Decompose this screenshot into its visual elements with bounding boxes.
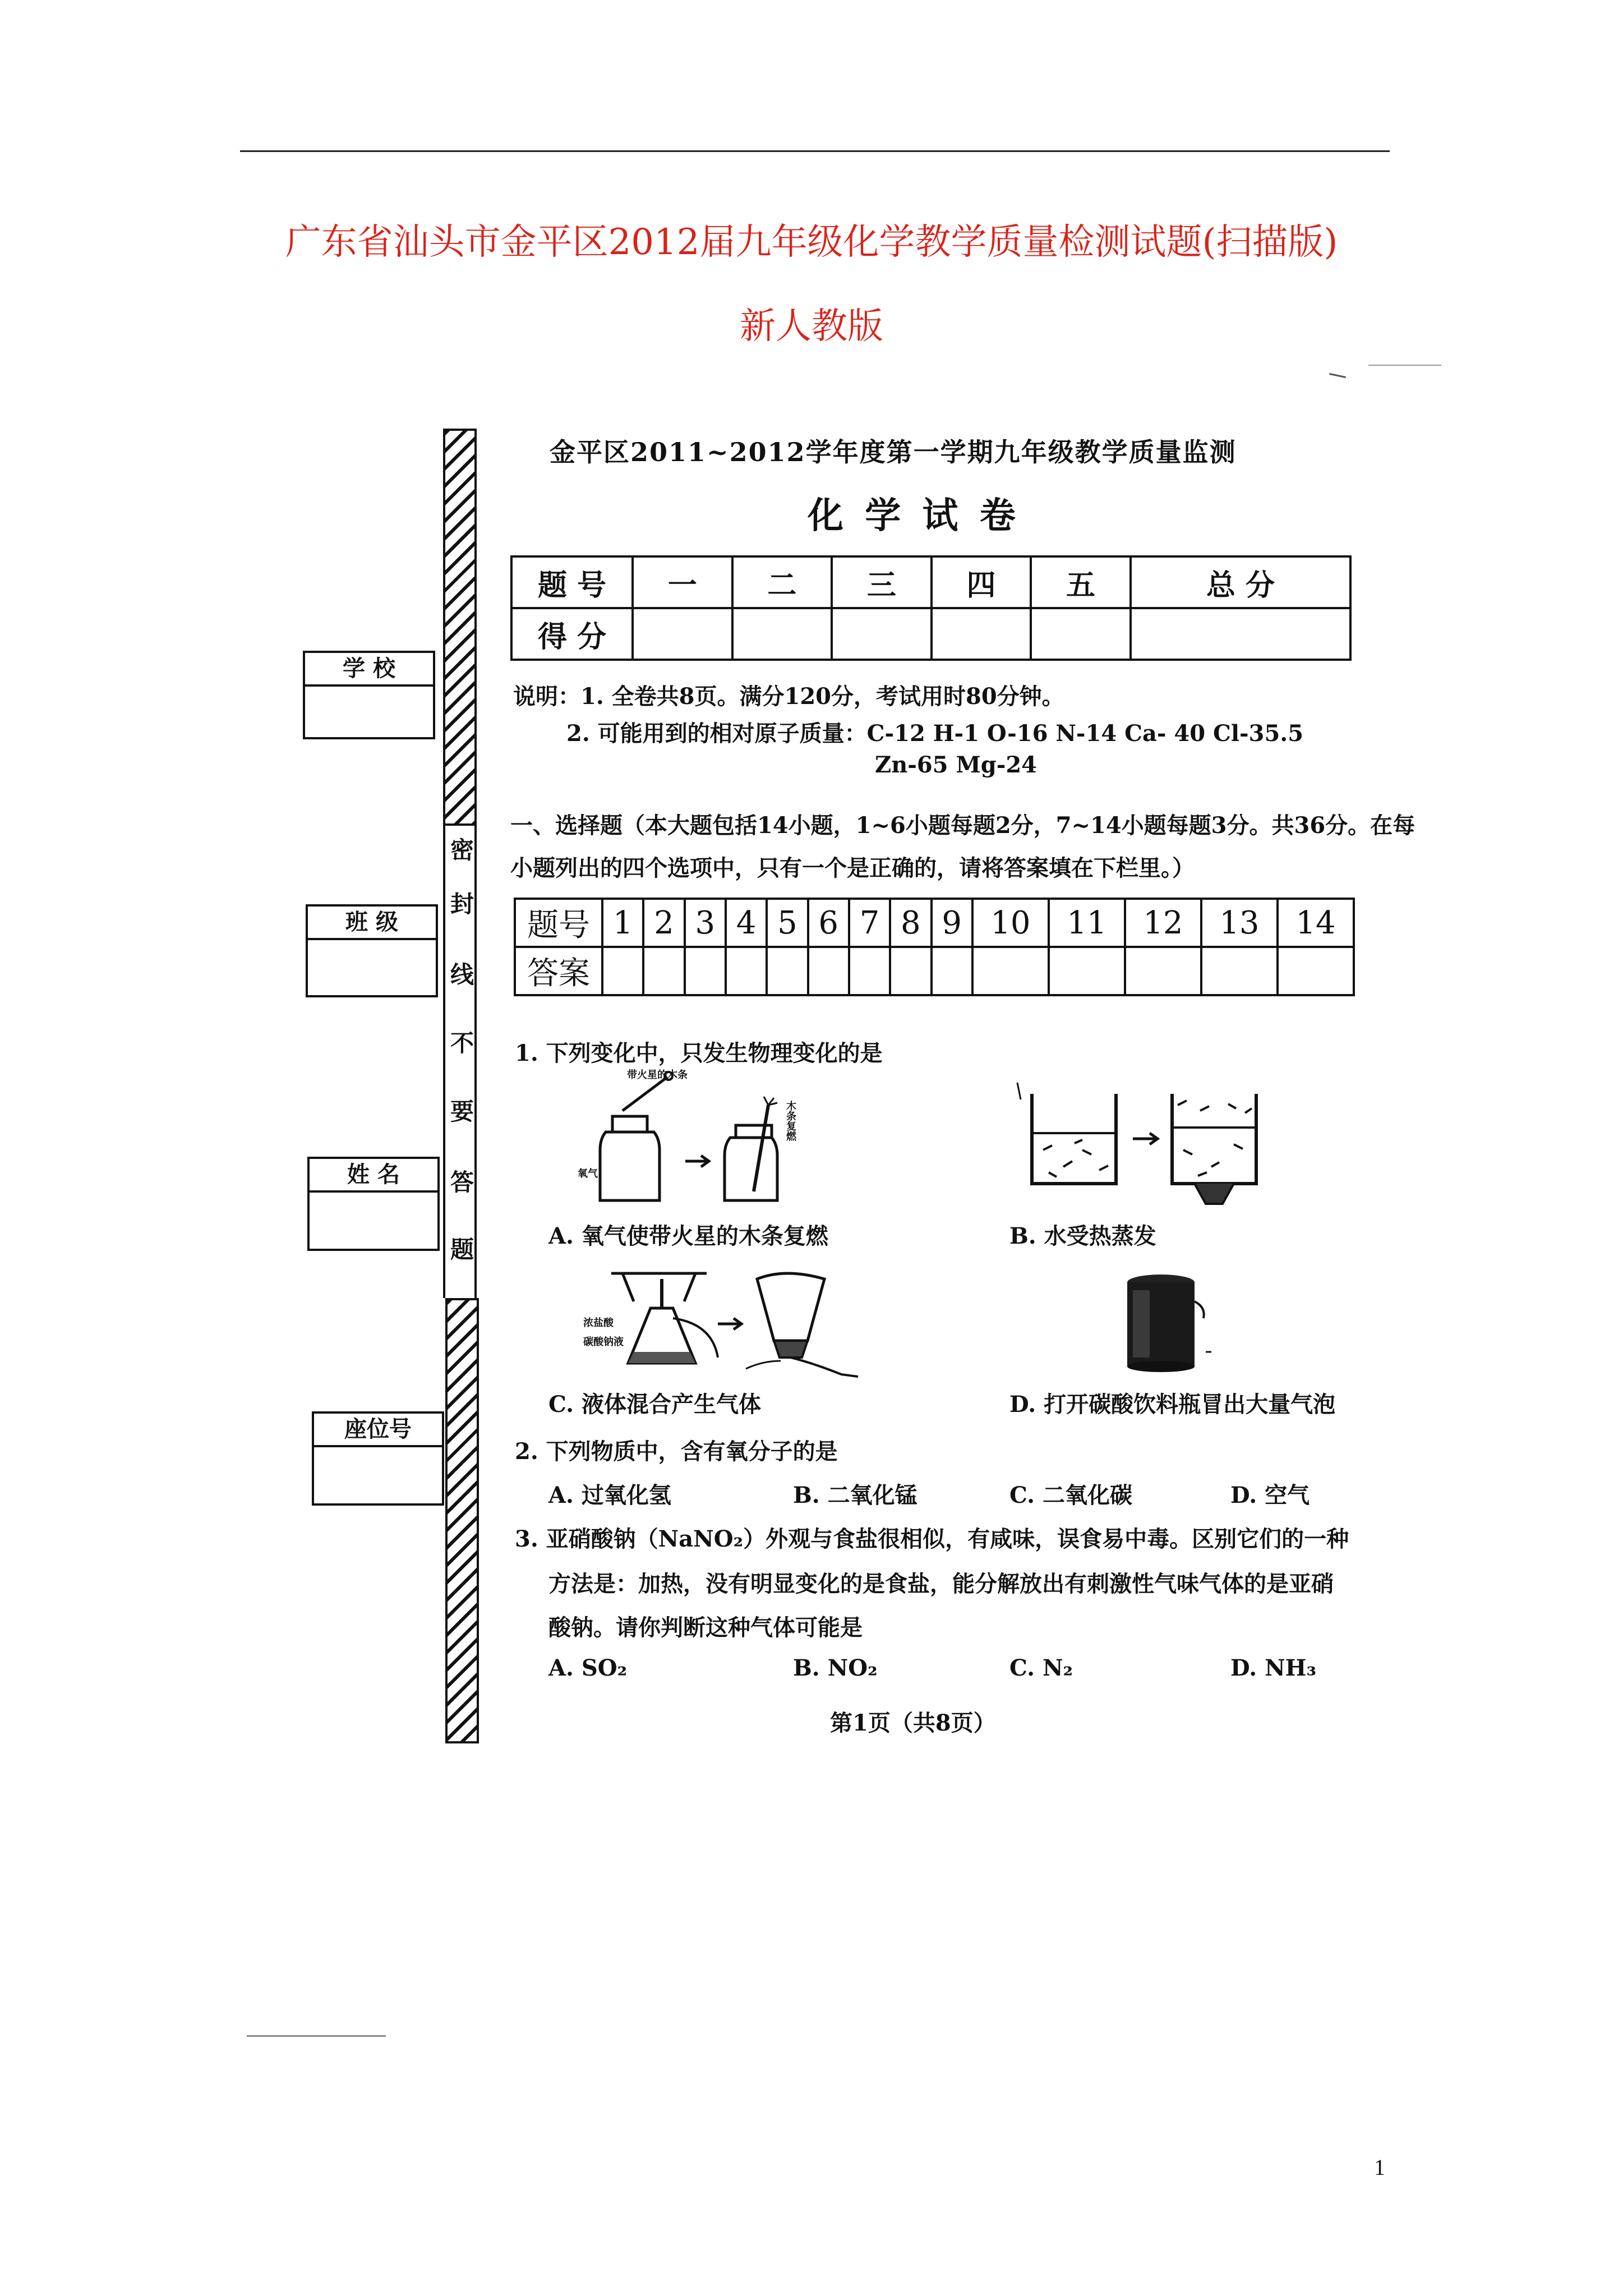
answer-cell <box>1049 947 1125 995</box>
score-row-label: 得 分 <box>511 608 633 660</box>
score-header-cell: 五 <box>1031 556 1131 608</box>
answer-cell <box>602 947 643 995</box>
q1-figure-c <box>578 1257 869 1386</box>
score-header-cell: 四 <box>932 556 1031 608</box>
answer-number: 12 <box>1125 899 1201 947</box>
document-subtitle: 新人教版 <box>740 306 883 347</box>
answer-cell <box>1278 947 1354 995</box>
q1-figure-d <box>1110 1268 1223 1374</box>
answer-number: 7 <box>849 899 890 947</box>
school-label: 学 校 <box>305 653 433 687</box>
exam-header: 金平区2011~2012学年度第一学期九年级教学质量监测 <box>550 437 1237 467</box>
q1-option-d: D. 打开碳酸饮料瓶冒出大量气泡 <box>1009 1391 1336 1418</box>
scan-mark <box>1368 365 1441 366</box>
score-cell <box>832 608 932 660</box>
score-cell <box>932 608 1031 660</box>
answer-number: 5 <box>767 899 808 947</box>
q2-option-d: D. 空气 <box>1230 1482 1310 1508</box>
q3-option-a: A. SO₂ <box>548 1655 628 1681</box>
answer-fill-row <box>515 947 1354 995</box>
score-header-cell: 三 <box>832 556 932 608</box>
q1-option-c: C. 液体混合产生气体 <box>548 1391 761 1418</box>
seal-char: 封 <box>450 890 474 918</box>
scan-mark <box>247 2035 386 2037</box>
q2-option-b: B. 二氧化锰 <box>793 1482 917 1508</box>
q1-figure-b <box>1009 1071 1279 1217</box>
q2-option-a: A. 过氧化氢 <box>548 1482 671 1508</box>
score-cell <box>1131 608 1350 660</box>
q1-stem: 1. 下列变化中，只发生物理变化的是 <box>515 1040 883 1066</box>
score-header-cell: 一 <box>633 556 732 608</box>
answer-cell <box>643 947 684 995</box>
answer-cell <box>849 947 890 995</box>
name-label: 姓 名 <box>310 1159 437 1193</box>
score-header-cell: 二 <box>732 556 832 608</box>
seal-char: 题 <box>450 1236 474 1263</box>
answer-cell <box>890 947 931 995</box>
score-header-cell: 总 分 <box>1131 556 1350 608</box>
score-table <box>510 555 1352 661</box>
binding-strip-bottom <box>445 1298 479 1743</box>
score-cell <box>732 608 832 660</box>
answer-number: 9 <box>932 899 972 947</box>
binding-strip-top <box>443 429 477 826</box>
top-rule <box>240 150 1390 152</box>
q3-option-c: C. N₂ <box>1009 1655 1073 1681</box>
fig-a-label-splint: 带火星的木条 <box>627 1069 688 1081</box>
score-header-cell: 题 号 <box>511 556 633 608</box>
answer-cell <box>972 947 1049 995</box>
q1-option-a: A. 氧气使带火星的木条复燃 <box>548 1223 828 1249</box>
answer-cell <box>932 947 972 995</box>
q3-line-3: 酸钠。请你判断这种气体可能是 <box>548 1614 863 1641</box>
answer-table <box>514 898 1355 996</box>
answer-cell <box>1201 947 1278 995</box>
seal-char: 要 <box>450 1098 474 1125</box>
q1-option-b: B. 水受热蒸发 <box>1009 1223 1156 1249</box>
document-title: 广东省汕头市金平区2012届九年级化学教学质量检测试题(扫描版) <box>285 222 1338 263</box>
class-box <box>306 904 438 997</box>
seat-box <box>312 1411 444 1506</box>
answer-cell <box>767 947 808 995</box>
q3-option-d: D. NH₃ <box>1230 1655 1316 1681</box>
answer-number: 6 <box>808 899 849 947</box>
note-line-3: Zn-65 Mg-24 <box>875 752 1037 778</box>
answer-number: 10 <box>972 899 1049 947</box>
q3-option-b: B. NO₂ <box>793 1655 878 1681</box>
seal-char: 不 <box>450 1029 474 1057</box>
q3-line-2: 方法是：加热，没有明显变化的是食盐，能分解放出有刺激性气味气体的是亚硝 <box>548 1571 1334 1597</box>
score-cell <box>1031 608 1131 660</box>
answer-number-row <box>515 899 1354 947</box>
seal-char: 线 <box>450 961 474 988</box>
note-line-2: 2. 可能用到的相对原子质量：C-12 H-1 O-16 N-14 Ca- 40 Cl-35.5 <box>566 720 1304 747</box>
q2-option-c: C. 二氧化碳 <box>1009 1482 1132 1508</box>
answer-row-label: 题号 <box>515 899 602 947</box>
score-cell <box>633 608 732 660</box>
answer-number: 1 <box>602 899 643 947</box>
answer-number: 4 <box>726 899 767 947</box>
fig-c-label-acid: 浓盐酸 <box>583 1317 614 1329</box>
q3-line-1: 3. 亚硝酸钠（NaNO₂）外观与食盐很相似，有咸味，误食易中毒。区别它们的一种 <box>515 1526 1349 1552</box>
seal-char: 密 <box>450 836 474 864</box>
section1-line-1: 一、选择题（本大题包括14小题，1~6小题每题2分，7~14小题每题3分。共36分。在每 <box>510 812 1415 839</box>
name-box <box>307 1157 440 1251</box>
q2-stem: 2. 下列物质中，含有氧分子的是 <box>515 1438 838 1465</box>
answer-cell <box>685 947 726 995</box>
answer-number: 3 <box>685 899 726 947</box>
answer-cell <box>1125 947 1201 995</box>
class-label: 班 级 <box>308 907 436 940</box>
school-box <box>303 651 435 739</box>
fig-a-label-oxygen: 氧气 <box>578 1168 598 1180</box>
exam-page-footer: 第1页（共8页） <box>830 1710 996 1736</box>
section1-line-2: 小题列出的四个选项中，只有一个是正确的，请将答案填在下栏里。） <box>510 855 1195 881</box>
scan-mark <box>1329 373 1346 378</box>
answer-number: 14 <box>1278 899 1354 947</box>
answer-cell <box>726 947 767 995</box>
seal-char: 答 <box>450 1168 474 1196</box>
answer-number: 2 <box>643 899 684 947</box>
fig-a-label-relight: 木条复燃 <box>785 1101 796 1141</box>
seat-label: 座位号 <box>314 1414 442 1447</box>
exam-subject: 化 学 试 卷 <box>808 495 1020 537</box>
fig-c-label-carbonate: 碳酸钠液 <box>583 1336 624 1348</box>
page-number: 1 <box>1374 2155 1385 2180</box>
answer-number: 11 <box>1049 899 1125 947</box>
answer-cell <box>808 947 849 995</box>
answer-number: 8 <box>890 899 931 947</box>
note-line-1: 说明：1. 全卷共8页。满分120分，考试用时80分钟。 <box>513 683 1064 710</box>
answer-number: 13 <box>1201 899 1278 947</box>
answer-row-label: 答案 <box>515 947 602 995</box>
